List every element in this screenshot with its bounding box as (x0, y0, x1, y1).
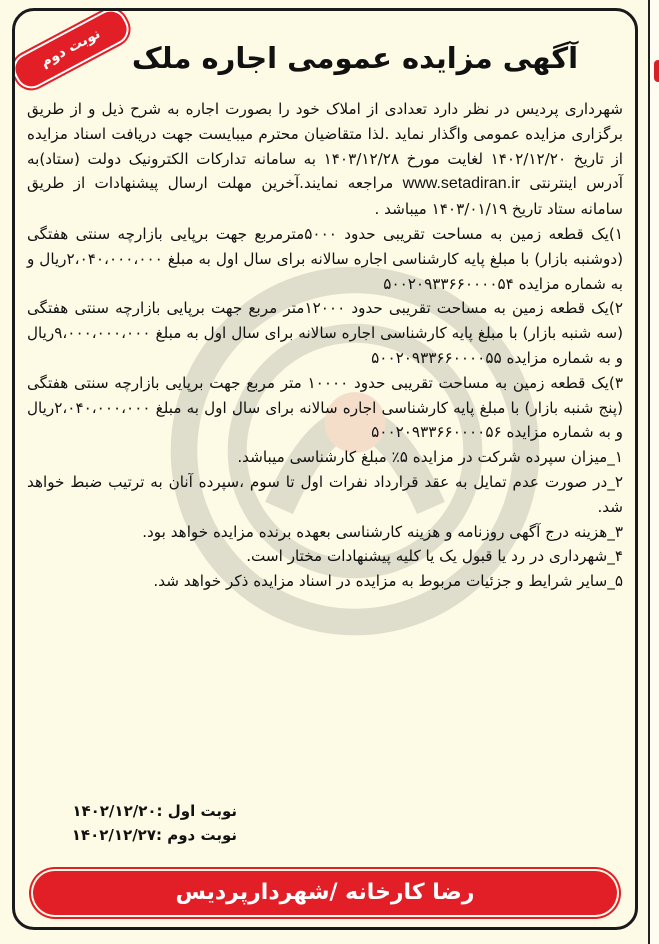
item-1: ۱)یک قطعه زمین به مساحت تقریبی حدود ۵۰۰۰مترمربع جهت برپایی بازارچه سنتی هفتگی (دوشنبه بازار) با مبلغ پایه کارشناسی اجاره سالانه برای سال اول به مبلغ ۲،۰۴۰،۰۰۰،۰۰۰ریال و به شماره مزایده ۵۰۰۲۰۹۳۳۶۶۰۰۰۰۵۴ (27, 224, 624, 293)
second-round-badge: نوبت دوم (12, 8, 134, 94)
mayor-signature-banner: رضا کارخانه /شهردارپردیس (33, 871, 617, 915)
condition-5: ۵_سایر شرایط و جزئیات مربوط به مزایده در اسناد مزایده ذکر خواهد شد. (153, 572, 623, 591)
condition-2: ۲_در صورت عدم تمایل به عقد قرارداد نفرات اول تا سوم ،سپرده آنان به ترتیب ضبط خواهد شد. (27, 472, 623, 516)
notice-title: آگهی مزایده عمومی اجاره ملک (131, 41, 579, 75)
notice-body (27, 97, 623, 594)
condition-3: ۳_هزینه درج آگهی روزنامه و هزینه کارشناسی بعهده برنده مزایده خواهد بود. (142, 522, 623, 541)
second-round-date: نوبت دوم :۱۴۰۲/۱۲/۲۷ (71, 826, 237, 844)
intro-paragraph (27, 97, 623, 222)
adjacent-badge-fragment (654, 60, 659, 82)
publication-dates (37, 799, 237, 847)
intro-text-a: شهرداری پردیس در نظر دارد تعدادی از املاک خود را بصورت اجاره به شرح ذیل و از طریق برگزاری مزایده عمومی واگذار نماید .لذا متقاضیان محترم میبایست جهت دریافت اسناد مزایده از تاریخ ۱۴۰۲/۱۲/۲۰ لغایت مورخ ۱۴۰۳/۱۲/۲۸ به سامانه تدارکات الکترونیک دولت (ستاد)به آدرس اینترنتی (27, 100, 623, 193)
condition-1: ۱_میزان سپرده شرکت در مزایده ۵٪ مبلغ کارشناسی میباشد. (237, 448, 623, 467)
condition-4: ۴_شهرداری در رد یا قبول یک یا کلیه پیشنهادات مختار است. (246, 547, 623, 566)
adjacent-clipping-edge (648, 0, 659, 944)
item-2: ۲)یک قطعه زمین به مساحت تقریبی حدود ۱۲۰۰۰متر مربع جهت برپایی بازارچه سنتی هفتگی (سه شنبه بازار) با مبلغ پایه کارشناسی اجاره سالانه برای سال اول به مبلغ ۹،۰۰۰،۰۰۰،۰۰۰ریال و به شماره مزایده ۵۰۰۲۰۹۳۳۶۶۰۰۰۰۵۵ (27, 299, 623, 367)
first-round-date: نوبت اول :۱۴۰۲/۱۲/۲۰ (72, 802, 237, 820)
website-link[interactable]: www.setadiran.ir (402, 175, 521, 193)
intro-text-b: مراجعه نمایند.آخرین مهلت ارسال پیشنهادات از طریق سامانه ستاد تاریخ ۱۴۰۳/۰۱/۱۹ میباشد . (27, 174, 623, 219)
notice-frame (12, 8, 638, 930)
item-3: ۳)یک قطعه زمین به مساحت تقریبی حدود ۱۰۰۰۰ متر مربع جهت برپایی بازارچه سنتی هفتگی (پنج شنبه بازار) با مبلغ پایه کارشناسی اجاره سالانه برای سال اول به مبلغ ۲،۰۴۰،۰۰۰،۰۰۰ریال و به شماره مزایده ۵۰۰۲۰۹۳۳۶۶۰۰۰۰۵۶ (27, 373, 623, 442)
